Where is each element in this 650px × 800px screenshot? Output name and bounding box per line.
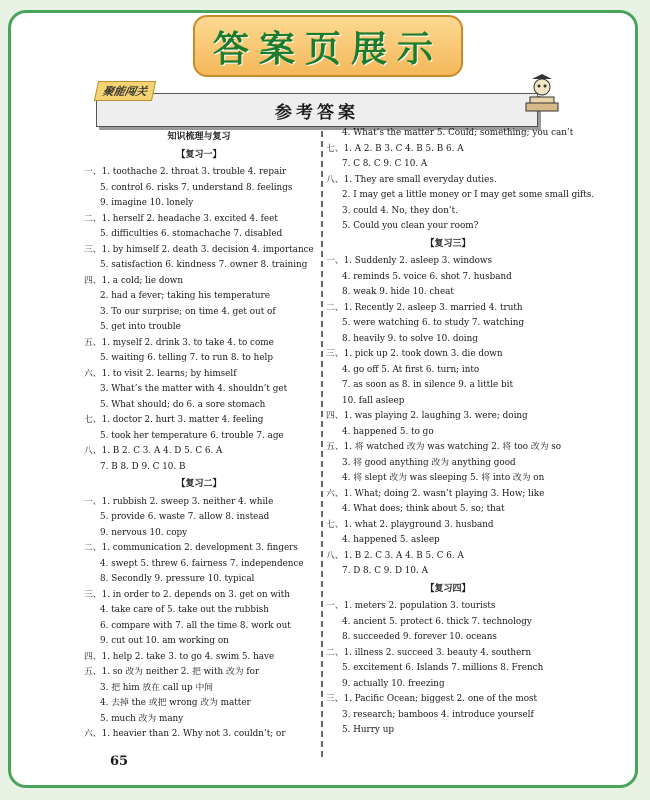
banner-title: 答案页展示 [212,27,443,70]
answer-line: 9. nervous 10. copy [100,527,188,538]
answer-line: 7. D 8. C 9. D 10. A [342,566,428,576]
answer-line: 4. happened 5. asleep [342,535,440,545]
answer-line: 5. satisfaction 6. kindness 7. owner 8. training [100,260,308,270]
section-heading: 【复习一】 [176,149,222,160]
answer-line: 5. difficulties 6. stomachache 7. disabled [100,229,283,239]
answer-line: 一、1. meters 2. population 3. tourists [326,601,496,611]
answer-line: 三、1. by himself 2. death 3. decision 4. importance [84,244,314,255]
answer-line: 4. take care of 5. take out the rubbish [100,605,269,615]
answer-line: 5. took her temperature 6. trouble 7. age [100,430,284,441]
answer-line: 5. get into trouble [100,322,181,332]
answer-line: 8. heavily 9. to solve 10. doing [342,333,478,344]
answer-line: 8. succeeded 9. forever 10. oceans [342,632,497,642]
answer-line: 七、1. what 2. playground 3. husband [326,519,494,530]
answer-line: 3. What’s the matter with 4. shouldn’t get [100,384,288,394]
answer-line: 一、1. toothache 2. throat 3. trouble 4. repair [84,167,287,177]
answer-line: 四、1. was playing 2. laughing 3. were; doing [326,411,528,421]
answer-line: 六、1. to visit 2. learns; by himself [84,368,237,379]
right-column [326,126,595,739]
answer-line: 3. could 4. No, they don’t. [342,205,458,216]
page-number: 65 [110,754,129,769]
answer-line: 8. Secondly 9. pressure 10. typical [100,574,255,584]
answer-line: 7. C 8. C 9. C 10. A [342,159,428,169]
answer-line: 四、1. help 2. take 3. to go 4. swim 5. have [84,651,275,662]
answer-line: 二、1. communication 2. development 3. fingers [84,543,298,553]
answer-line: 4. go off 5. At first 6. turn; into [342,364,480,375]
answer-line: 5. provide 6. waste 7. allow 8. instead [100,512,270,522]
answer-line: 二、1. herself 2. headache 3. excited 4. feet [84,213,278,224]
header-bar [96,93,538,127]
answer-line: 3. research; bamboos 4. introduce yourself [342,709,534,720]
answer-line: 一、1. rubbish 2. sweep 3. neither 4. while [84,496,274,507]
answer-line: 7. B 8. D 9. C 10. B [100,461,186,472]
answer-line: 5. control 6. risks 7. understand 8. feelings [100,182,293,193]
answer-line: 六、1. What; doing 2. wasn’t playing 3. How; like [326,488,545,499]
section-header [96,81,562,129]
left-column [84,128,314,743]
answer-line: 三、1. in order to 2. depends on 3. get on with [84,589,290,600]
answer-line: 七、1. A 2. B 3. C 4. B 5. B 6. A [326,143,464,154]
answer-line: 五、1. 将 watched 改为 was watching 2. 将 too 改为 so [326,442,562,452]
answer-line: 2. I may get a little money or I may get some small gifts. [342,190,595,200]
mascot-icon [522,73,562,115]
answer-line: 五、1. myself 2. drink 3. to take 4. to come [84,337,274,348]
answer-line: 5. waiting 6. telling 7. to run 8. to help [100,353,273,363]
answer-line: 4. 去掉 the 或把 wrong 改为 matter [100,698,251,708]
answer-line: 五、1. so 改为 neither 2. 把 with 改为 for [84,667,260,677]
page-title: 参考答案 [275,102,359,123]
answer-line: 二、1. Recently 2. asleep 3. married 4. truth [326,302,523,313]
answer-line: 3. 将 good anything 改为 anything good [342,457,516,468]
answer-line: 10. fall asleep [342,395,405,406]
answer-line: 4. swept 5. threw 6. fairness 7. independence [100,558,304,569]
answer-line: 3. 把 him 放在 call up 中间 [100,682,214,693]
answer-line: 4. What’s the matter 5. Could; something; you can’t [342,128,574,138]
answer-line: 八、1. B 2. C 3. A 4. B 5. C 6. A [326,550,464,561]
answer-line: 4. ancient 5. protect 6. thick 7. technology [342,616,532,627]
answer-line: 二、1. illness 2. succeed 3. beauty 4. southern [326,647,532,658]
answer-line: 5. were watching 6. to study 7. watching [342,318,525,328]
answer-line: 六、1. heavier than 2. Why not 3. couldn’t; or [84,729,286,739]
answer-line: 9. imagine 10. lonely [100,198,194,208]
answer-line: 一、1. Suddenly 2. asleep 3. windows [326,256,492,266]
banner [193,15,463,77]
section-tag: 聚能闯关 [94,81,156,101]
answer-line: 9. cut out 10. am working on [100,636,229,646]
answer-line: 8. weak 9. hide 10. cheat [342,287,454,297]
answer-line: 5. Hurry up [342,725,394,735]
section-heading: 【复习二】 [176,479,222,489]
answer-line: 4. happened 5. to go [342,426,434,437]
section-heading: 知识梳理与复习 [167,132,231,142]
answer-line: 三、1. Pacific Ocean; biggest 2. one of the most [326,694,538,704]
answer-line: 5. What should; do 6. a sore stomach [100,399,266,410]
answer-line: 4. 将 slept 改为 was sleeping 5. 将 into 改为 on [342,473,545,483]
answer-line: 3. To our surprise; on time 4. get out of [100,306,276,317]
section-heading: 【复习四】 [425,583,471,594]
answer-line: 八、1. They are small everyday duties. [326,174,497,185]
column-divider [321,131,323,761]
answer-line: 9. actually 10. freezing [342,678,445,689]
answer-line: 6. compare with 7. all the time 8. work out [100,620,291,631]
answer-line: 2. had a fever; taking his temperature [100,291,270,301]
answer-line: 5. Could you clean your room? [342,221,479,231]
answer-line: 四、1. a cold; lie down [84,275,184,286]
answer-line: 七、1. doctor 2. hurt 3. matter 4. feeling [84,415,264,425]
answer-line: 4. What does; think about 5. so; that [342,504,505,514]
answer-line: 4. reminds 5. voice 6. shot 7. husband [342,271,512,282]
answer-line: 5. excitement 6. Islands 7. millions 8. French [342,663,544,673]
answer-line: 5. much 改为 many [100,713,184,724]
answer-line: 八、1. B 2. C 3. A 4. D 5. C 6. A [84,446,223,456]
answer-line: 三、1. pick up 2. took down 3. die down [326,349,503,359]
answer-line: 7. as soon as 8. in silence 9. a little bit [342,380,513,390]
section-heading: 【复习三】 [425,238,471,249]
